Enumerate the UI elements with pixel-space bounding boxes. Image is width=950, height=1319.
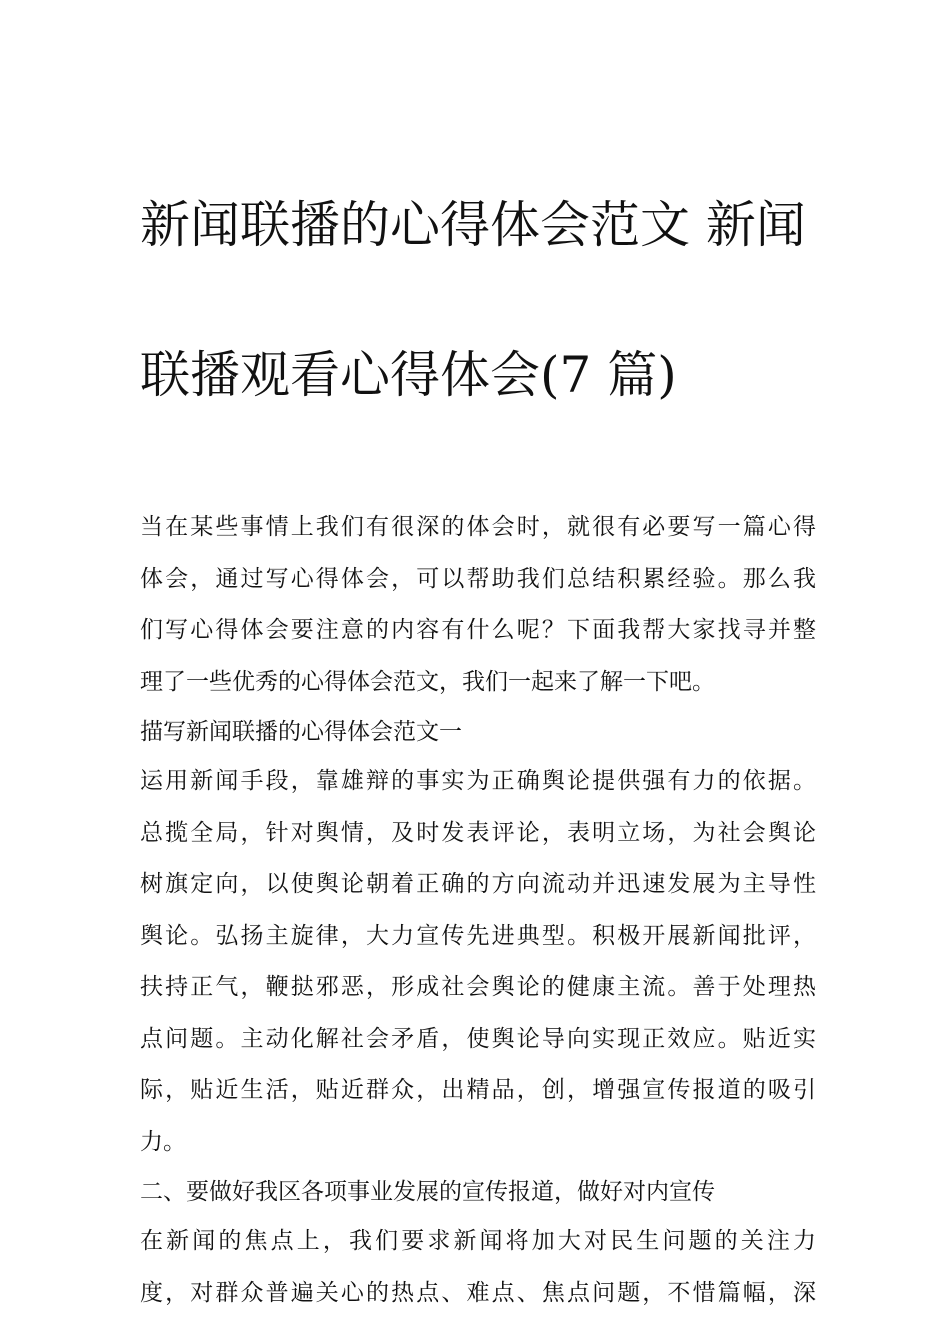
section1-line: 扶持正气，鞭挞邪恶，形成社会舆论的健康主流。善于处理热 xyxy=(140,962,816,1014)
title-line-2: 联播观看心得体会(7 篇) xyxy=(140,338,816,413)
section1-line: 力。 xyxy=(140,1117,816,1169)
section1-paragraph xyxy=(140,756,816,1168)
section1-line: 树旗定向，以使舆论朝着正确的方向流动并迅速发展为主导性 xyxy=(140,859,816,911)
section2-line: 在新闻的焦点上，我们要求新闻将加大对民生问题的关注力 xyxy=(140,1216,816,1268)
section-heading-2: 二、要做好我区各项事业发展的宣传报道，做好对内宣传 xyxy=(140,1168,816,1216)
intro-line: 当在某些事情上我们有很深的体会时，就很有必要写一篇心得 xyxy=(140,502,816,554)
section2-paragraph xyxy=(140,1216,816,1319)
section2-line: 度，对群众普遍关心的热点、难点、焦点问题，不惜篇幅，深 xyxy=(140,1268,816,1319)
document-title xyxy=(140,113,816,488)
title-line-1: 新闻联播的心得体会范文 新闻 xyxy=(140,188,816,263)
section1-line: 运用新闻手段，靠雄辩的事实为正确舆论提供强有力的依据。 xyxy=(140,756,816,808)
document-page xyxy=(140,113,816,1319)
intro-paragraph xyxy=(140,502,816,708)
section1-line: 总揽全局，针对舆情，及时发表评论，表明立场，为社会舆论 xyxy=(140,808,816,860)
section-heading-1: 描写新闻联播的心得体会范文一 xyxy=(140,708,816,756)
document-body xyxy=(140,502,816,1319)
intro-line: 们写心得体会要注意的内容有什么呢？下面我帮大家找寻并整 xyxy=(140,605,816,657)
section1-line: 舆论。弘扬主旋律，大力宣传先进典型。积极开展新闻批评， xyxy=(140,911,816,963)
intro-line: 理了一些优秀的心得体会范文，我们一起来了解一下吧。 xyxy=(140,657,816,709)
section1-line: 点问题。主动化解社会矛盾，使舆论导向实现正效应。贴近实 xyxy=(140,1014,816,1066)
section1-line: 际，贴近生活，贴近群众，出精品，创，增强宣传报道的吸引 xyxy=(140,1065,816,1117)
intro-line: 体会，通过写心得体会，可以帮助我们总结积累经验。那么我 xyxy=(140,554,816,606)
